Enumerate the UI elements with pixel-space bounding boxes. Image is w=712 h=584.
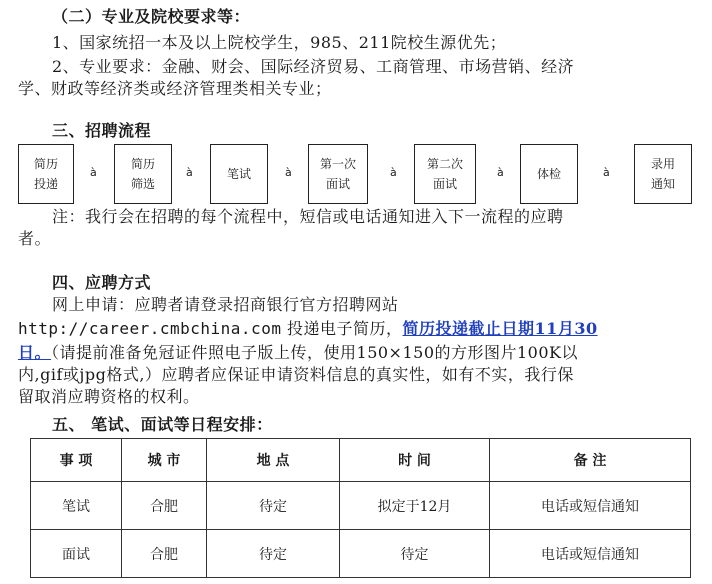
table-header: 时 间 (340, 439, 490, 482)
step-label: 简历 (130, 157, 155, 171)
step-label: 面试 (432, 177, 457, 191)
process-step-first-interview (308, 144, 368, 204)
table-row (31, 482, 691, 530)
step-label: 筛选 (130, 177, 155, 191)
apply-line-4: 内,gif或jpg格式,）应聘者应保证申请资料信息的真实性，如有不实，我行保 (18, 365, 574, 384)
arrow-icon: à (390, 166, 397, 179)
step-label: 第二次 (426, 157, 463, 171)
step-label: 面试 (325, 177, 350, 191)
requirement-item-1: 1、国家统招一本及以上院校学生，985、211院校生源优先； (52, 33, 507, 52)
table-cell: 待定 (207, 482, 340, 530)
arrow-icon: à (186, 166, 193, 179)
table-header: 事 项 (31, 439, 122, 482)
process-step-resume-screen (114, 144, 172, 204)
arrow-icon: à (285, 166, 292, 179)
apply-url-line (18, 318, 598, 340)
requirement-item-2: 2、专业要求：金融、财会、国际经济贸易、工商管理、市场营销、经济 (52, 57, 575, 76)
step-label: 第一次 (319, 157, 356, 171)
process-note: 注：我行会在招聘的每个流程中，短信或电话通知进入下一流程的应聘 (52, 207, 564, 226)
arrow-icon: à (497, 166, 504, 179)
table-cell: 笔试 (31, 482, 122, 530)
subsection-heading: （二）专业及院校要求等： (52, 7, 251, 26)
deadline-link-cont[interactable]: 日。 (18, 343, 52, 362)
table-header-row (31, 439, 691, 482)
process-step-resume-submit (18, 144, 74, 204)
deadline-link[interactable]: 简历投递截止日期11月30 (402, 319, 598, 338)
step-label: 录用 (650, 157, 675, 171)
apply-text: 投递电子简历， (281, 319, 403, 338)
table-row (31, 530, 691, 578)
table-cell: 待定 (340, 530, 490, 578)
photo-instruction: （请提前准备免冠证件照电子版上传，使用150×150的方形图片100K以 (51, 343, 578, 362)
table-cell: 合肥 (122, 482, 207, 530)
step-label: 投递 (33, 177, 58, 191)
step-label: 笔试 (226, 167, 251, 181)
process-step-second-interview (414, 144, 476, 204)
apply-line-5: 留取消应聘资格的权利。 (18, 387, 200, 406)
step-label: 简历 (33, 157, 58, 171)
process-step-written-test (210, 144, 268, 204)
table-cell: 电话或短信通知 (490, 530, 691, 578)
table-header: 地 点 (207, 439, 340, 482)
arrow-icon: à (603, 166, 610, 179)
table-cell: 合肥 (122, 530, 207, 578)
table-header: 备 注 (490, 439, 691, 482)
career-website-link[interactable]: http://career.cmbchina.com (18, 319, 282, 338)
apply-line-3 (18, 342, 578, 364)
table-cell: 面试 (31, 530, 122, 578)
table-cell: 待定 (207, 530, 340, 578)
table-header: 城 市 (122, 439, 207, 482)
step-label: 体检 (536, 167, 561, 181)
table-cell: 电话或短信通知 (490, 482, 691, 530)
requirement-item-2-cont: 学、财政等经济类或经济管理类相关专业； (18, 79, 332, 98)
apply-online-text: 网上申请：应聘者请登录招商银行官方招聘网站 (52, 295, 399, 314)
schedule-table (30, 438, 691, 578)
process-step-medical-check (520, 144, 578, 204)
process-note-cont: 者。 (18, 229, 52, 248)
arrow-icon: à (90, 166, 97, 179)
table-cell: 拟定于12月 (340, 482, 490, 530)
step-label: 通知 (650, 177, 675, 191)
section-heading-schedule: 五、 笔试、面试等日程安排： (52, 415, 273, 434)
section-heading-process: 三、招聘流程 (52, 121, 152, 140)
section-heading-apply: 四、应聘方式 (52, 273, 152, 292)
process-step-offer-notice (634, 144, 692, 204)
